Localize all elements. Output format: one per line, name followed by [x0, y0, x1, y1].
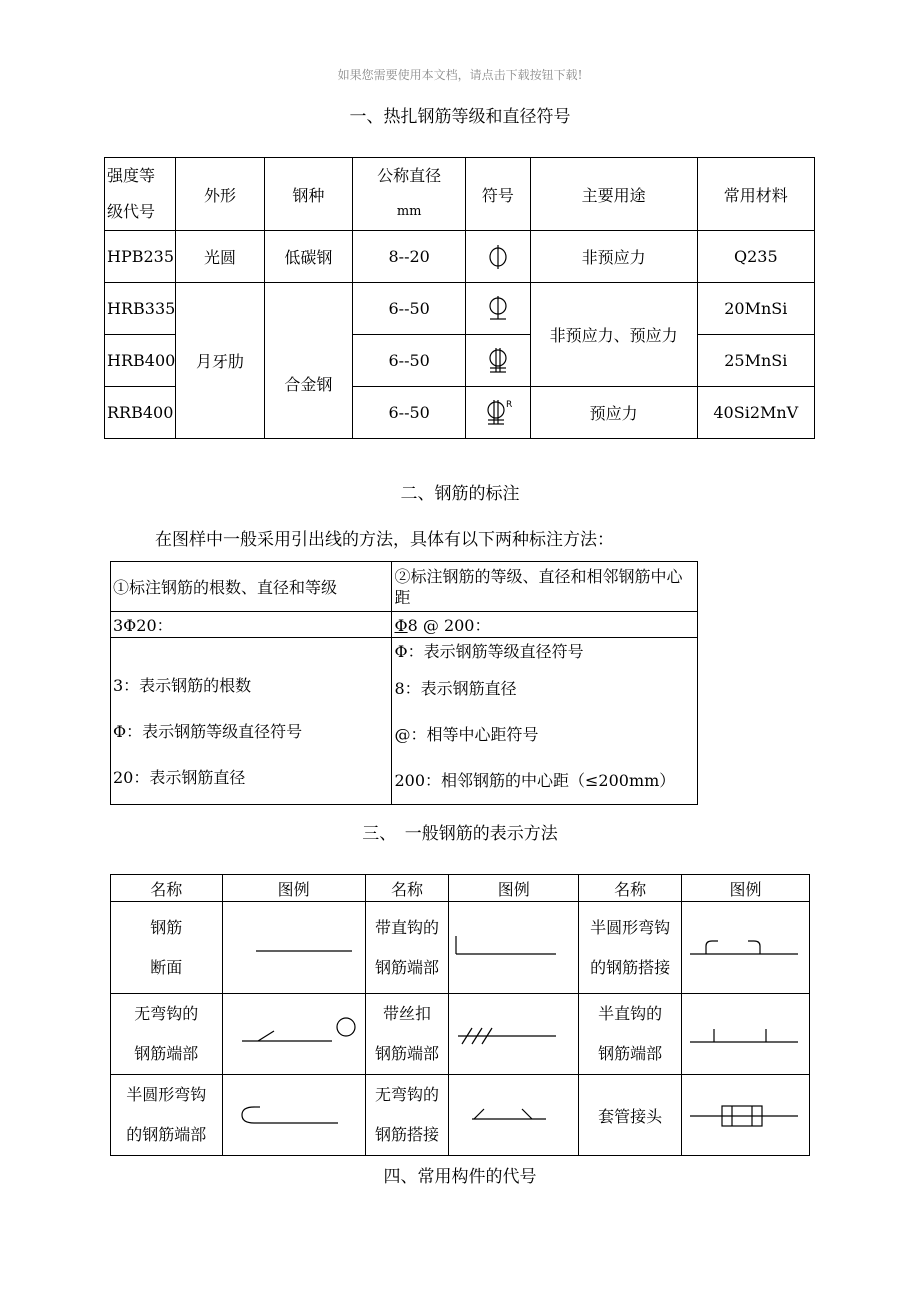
symbol-legend	[449, 994, 579, 1075]
material-cell: 20MnSi	[697, 283, 814, 335]
download-notice: 如果您需要使用本文档，请点击下载按钮下载!	[337, 68, 583, 82]
symbol-legend	[222, 1075, 365, 1156]
diameter-cell: 6--50	[353, 283, 466, 335]
straight-line-icon	[234, 928, 354, 968]
notation-right-explanation	[392, 638, 698, 805]
grade-cell: HRB400	[105, 335, 176, 387]
header-diameter: 公称直径 mm	[353, 158, 466, 231]
symbol-legend	[681, 994, 809, 1075]
symbol-name: 带丝扣 钢筋端部	[365, 994, 449, 1075]
heading-2: 二、钢筋的标注	[400, 484, 520, 504]
no-hook-lap-icon	[450, 1095, 578, 1135]
symbol-name: 带直钩的 钢筋端部	[365, 902, 449, 994]
grades-table	[104, 157, 815, 439]
symbol-name: 钢筋 断面	[111, 902, 223, 994]
hrb400-symbol-icon	[483, 345, 513, 377]
symbol-legend	[449, 902, 579, 994]
symbol-legend	[449, 1075, 579, 1156]
symbol-cell	[466, 335, 530, 387]
header-type: 钢种	[264, 158, 352, 231]
heading-1: 一、热扎钢筋等级和直径符号	[349, 107, 571, 127]
material-cell: 25MnSi	[697, 335, 814, 387]
symbol-legend	[222, 902, 365, 994]
diameter-cell: 8--20	[353, 231, 466, 283]
symbol-superscript: R	[505, 399, 513, 410]
symbol-name: 半直钩的 钢筋端部	[579, 994, 682, 1075]
type-cell: 低碳钢	[264, 231, 352, 283]
explain-line: @：相等中心距符号	[394, 725, 539, 744]
half-straight-hook-icon	[682, 1014, 808, 1054]
header-name: 名称	[579, 875, 682, 902]
hrb335-symbol-icon	[483, 293, 513, 325]
explain-line: 8：表示钢筋直径	[394, 679, 517, 698]
threaded-end-icon	[450, 1014, 578, 1054]
symbol-cell	[466, 283, 530, 335]
symbol-name: 无弯钩的 钢筋搭接	[365, 1075, 449, 1156]
no-hook-end-icon	[224, 1014, 364, 1054]
type-cell: 合金钢	[264, 283, 352, 439]
material-cell: 40Si2MnV	[697, 387, 814, 439]
symbol-name: 无弯钩的 钢筋端部	[111, 994, 223, 1075]
header-symbol: 符号	[466, 158, 530, 231]
symbols-table	[110, 874, 810, 1156]
intro-text: 在图样中一般采用引出线的方法，具体有以下两种标注方法：	[155, 530, 614, 550]
material-cell: Q235	[697, 231, 814, 283]
diameter-cell: 6--50	[353, 335, 466, 387]
explain-line: 200：相邻钢筋的中心距（≤200mm）	[394, 771, 676, 790]
use-cell: 预应力	[530, 387, 697, 439]
header-legend: 图例	[681, 875, 809, 902]
explain-line: Φ：表示钢筋等级直径符号	[394, 642, 584, 661]
notation-table	[110, 561, 698, 805]
use-cell: 非预应力、预应力	[530, 283, 697, 387]
notation-left-header: ①标注钢筋的根数、直径和等级	[111, 562, 392, 612]
header-shape: 外形	[176, 158, 264, 231]
diameter-cell: 6--50	[353, 387, 466, 439]
use-cell: 非预应力	[530, 231, 697, 283]
grade-cell: HRB335	[105, 283, 176, 335]
symbol-name: 套管接头	[579, 1075, 682, 1156]
header-legend: 图例	[449, 875, 579, 902]
header-legend: 图例	[222, 875, 365, 902]
grade-cell: RRB400	[105, 387, 176, 439]
notation-left-example: 3Φ20：	[111, 612, 392, 638]
symbol-legend	[222, 994, 365, 1075]
symbol-name: 半圆形弯钩 的钢筋搭接	[579, 902, 682, 994]
example-symbol: Φ	[394, 616, 408, 635]
symbol-legend	[681, 902, 809, 994]
notation-left-explanation	[111, 638, 392, 805]
symbol-legend	[681, 1075, 809, 1156]
symbol-name: 半圆形弯钩 的钢筋端部	[111, 1075, 223, 1156]
heading-4: 四、常用构件的代号	[383, 1167, 537, 1187]
heading-3: 三、 一般钢筋的表示方法	[362, 824, 558, 844]
explain-line: 3：表示钢筋的根数	[113, 676, 252, 695]
notation-right-header: ②标注钢筋的等级、直径和相邻钢筋中心距	[392, 562, 698, 612]
shape-cell: 光圆	[176, 231, 264, 283]
symbol-cell	[466, 387, 530, 439]
sleeve-joint-icon	[682, 1095, 808, 1135]
symbol-cell	[466, 231, 530, 283]
header-name: 名称	[365, 875, 449, 902]
header-material: 常用材料	[697, 158, 814, 231]
hpb-symbol-icon	[483, 242, 513, 272]
straight-hook-icon	[450, 928, 578, 968]
notation-right-example	[392, 612, 698, 638]
shape-cell: 月牙肋	[176, 283, 264, 439]
grade-cell: HPB235	[105, 231, 176, 283]
header-name: 名称	[111, 875, 223, 902]
semicircle-hook-lap-icon	[682, 928, 808, 968]
header-use: 主要用途	[530, 158, 697, 231]
explain-line: 20：表示钢筋直径	[113, 768, 246, 787]
explain-line: Φ：表示钢筋等级直径符号	[113, 722, 303, 741]
example-rest: 8 @ 200：	[407, 616, 491, 635]
rrb400-symbol-icon	[481, 397, 515, 429]
semicircle-hook-end-icon	[224, 1095, 364, 1135]
header-grade: 强度等 级代号	[105, 158, 176, 231]
